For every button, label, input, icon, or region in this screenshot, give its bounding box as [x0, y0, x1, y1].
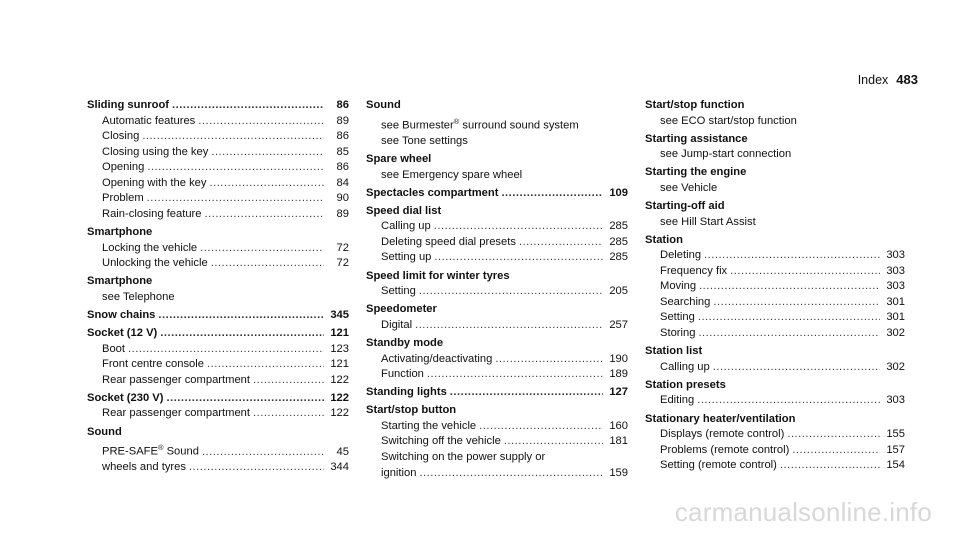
index-heading-text: Speedometer: [366, 303, 437, 316]
sub-entry: [366, 466, 628, 482]
dot-leader: [730, 264, 880, 280]
page-ref: 123: [330, 342, 349, 355]
see-reference: see Vehicle: [660, 181, 718, 194]
index-heading-text: Sound: [366, 99, 401, 111]
dot-leader: [450, 385, 603, 401]
dot-leader: [209, 176, 324, 192]
dot-leader: [787, 427, 880, 443]
sub-entry-text: Switching off the vehicle: [381, 435, 501, 448]
page-header: [858, 72, 918, 87]
page-ref: 303: [886, 280, 905, 293]
index-heading-text: Standing lights: [366, 386, 447, 399]
sub-entry: [645, 264, 905, 280]
page-ref: 190: [609, 352, 628, 365]
page-ref: 72: [336, 257, 349, 270]
page-ref: 84: [336, 176, 349, 189]
index-heading: [645, 165, 905, 181]
sub-entry-text: Editing: [660, 394, 695, 407]
sub-entry-text: Calling up: [381, 220, 431, 233]
sub-entry: [87, 191, 349, 207]
index-entry: [366, 186, 628, 202]
sub-entry-text: Locking the vehicle: [102, 241, 198, 254]
index-entry: [645, 344, 905, 375]
index-heading-text: Socket (230 V): [87, 391, 164, 404]
index-heading: [366, 385, 628, 401]
sub-entry-text: Function: [381, 368, 424, 381]
sub-entry: [87, 256, 349, 272]
page-ref: 303: [886, 394, 905, 407]
sub-entry: [87, 176, 349, 192]
dot-leader: [713, 295, 880, 311]
sub-entry: [645, 279, 905, 295]
page-ref: 285: [609, 220, 628, 233]
dot-leader: [434, 250, 603, 266]
index-heading: [366, 336, 628, 352]
sub-entry: [87, 357, 349, 373]
sub-entry: [645, 295, 905, 311]
dot-leader: [166, 391, 324, 407]
see-reference: see Jump-start connection: [660, 148, 792, 161]
sub-entry: [87, 406, 349, 422]
page-number: 483: [896, 72, 918, 87]
index-column-3: [645, 98, 905, 474]
index-heading-text: Stationary heater/ventilation: [645, 412, 796, 425]
dot-leader: [211, 256, 324, 272]
page-ref: 155: [886, 428, 905, 441]
page-ref: 257: [609, 318, 628, 331]
page-ref: 109: [609, 186, 628, 199]
sub-entry: [366, 284, 628, 300]
dot-leader: [479, 419, 603, 435]
dot-leader: [253, 373, 324, 389]
page-ref: 121: [330, 327, 349, 340]
dot-leader: [253, 406, 324, 422]
index-heading: [87, 98, 349, 114]
sub-entry: [645, 458, 905, 474]
page-ref: 89: [336, 114, 349, 127]
index-heading: [87, 425, 349, 441]
sub-entry: [366, 434, 628, 450]
sub-entry: [645, 310, 905, 326]
index-entry: [366, 336, 628, 383]
sub-entry: [645, 393, 905, 409]
page-ref: 345: [330, 308, 349, 321]
dot-leader: [198, 114, 324, 130]
index-entry: [645, 165, 905, 196]
sub-entry: [645, 427, 905, 443]
sub-entry: [87, 440, 349, 460]
dot-leader: [205, 207, 325, 223]
page-ref: 45: [336, 445, 349, 458]
sub-entry-text: Problem: [102, 192, 144, 205]
index-heading-text: Starting-off aid: [645, 200, 725, 213]
index-heading: [87, 274, 349, 290]
sub-entry-text: ignition: [381, 466, 417, 479]
index-entry: [645, 378, 905, 409]
index-heading: [87, 391, 349, 407]
dot-leader: [504, 434, 603, 450]
sub-entry-text: Rear passenger compartment: [102, 407, 250, 420]
page-ref: 159: [609, 466, 628, 479]
dot-leader: [704, 248, 880, 264]
sub-entry: [366, 352, 628, 368]
sub-entry-text: Displays (remote control): [660, 428, 785, 441]
page-ref: 86: [336, 161, 349, 174]
index-entry: [645, 412, 905, 474]
index-entry: [87, 274, 349, 305]
page-ref: 303: [886, 249, 905, 262]
page-ref: 122: [330, 391, 349, 404]
index-entry: [87, 326, 349, 388]
index-heading-text: Smartphone: [87, 275, 153, 288]
index-entry: [366, 403, 628, 481]
dot-leader: [697, 393, 880, 409]
page-ref: 90: [336, 192, 349, 205]
page-ref: 85: [336, 145, 349, 158]
sub-entry: [87, 373, 349, 389]
index-entry: [87, 391, 349, 422]
dot-leader: [698, 326, 880, 342]
index-entry: [366, 98, 628, 149]
index-heading-text: Spare wheel: [366, 152, 432, 165]
page-ref: 302: [886, 327, 905, 340]
sub-entry-text: Frequency fix: [660, 264, 728, 277]
index-heading-text: Starting assistance: [645, 132, 748, 145]
sub-entry: [366, 367, 628, 383]
index-heading: [366, 302, 628, 318]
index-heading-text: Sliding sunroof: [87, 99, 170, 111]
dot-leader: [713, 360, 880, 376]
see-reference: see Burmester® surround sound system: [381, 116, 579, 132]
index-heading-text: Snow chains: [87, 308, 156, 321]
sub-entry-text: Searching: [660, 295, 711, 308]
sub-entry: [366, 250, 628, 266]
sub-entry-text: Automatic features: [102, 114, 196, 127]
sub-entry-text: Boot: [102, 342, 126, 355]
index-column-2: [366, 98, 628, 481]
sub-entry-text: Closing: [102, 130, 140, 143]
sub-entry: [87, 460, 349, 476]
index-heading: [645, 132, 905, 148]
see-reference: see Tone settings: [381, 134, 468, 147]
index-heading: [645, 378, 905, 394]
sub-entry-text: Closing using the key: [102, 145, 209, 158]
sub-entry: [645, 443, 905, 459]
index-heading: [366, 204, 628, 220]
dot-leader: [419, 466, 603, 482]
page-ref: 86: [336, 130, 349, 143]
index-heading: [366, 403, 628, 419]
index-heading: [645, 233, 905, 249]
index-heading-text: Station presets: [645, 378, 726, 391]
dot-leader: [189, 460, 324, 476]
sub-entry: [366, 235, 628, 251]
page-ref: 302: [886, 360, 905, 373]
dot-leader: [172, 98, 324, 114]
see-reference: see Telephone: [102, 290, 175, 303]
sub-entry-text: Activating/deactivating: [381, 352, 493, 365]
dot-leader: [519, 235, 603, 251]
sub-entry: [366, 419, 628, 435]
page-ref: 72: [336, 241, 349, 254]
dot-leader: [200, 241, 324, 257]
index-heading-text: Spectacles compartment: [366, 186, 499, 199]
dot-leader: [142, 129, 324, 145]
index-heading-text: Socket (12 V): [87, 327, 158, 340]
dot-leader: [207, 357, 324, 373]
see-reference: see ECO start/stop function: [660, 114, 797, 127]
sub-entry-text: Starting the vehicle: [381, 419, 477, 432]
index-heading-text: Start/stop function: [645, 99, 745, 111]
sub-entry-text: Calling up: [660, 360, 710, 373]
dot-leader: [211, 145, 324, 161]
index-heading-text: Sound: [87, 425, 122, 438]
index-heading: [366, 269, 628, 285]
dot-leader: [495, 352, 603, 368]
sub-entry: [87, 342, 349, 358]
sub-entry-text: Problems (remote control): [660, 443, 790, 456]
sub-entry: [645, 248, 905, 264]
sub-entry-text: Setting up: [381, 251, 432, 264]
sub-entry-text: Rear passenger compartment: [102, 373, 250, 386]
page-ref: 154: [886, 459, 905, 472]
dot-leader: [427, 367, 603, 383]
see-reference: see Hill Start Assist: [660, 215, 756, 228]
sub-entry: [645, 360, 905, 376]
sub-entry: [87, 207, 349, 223]
dot-leader: [147, 160, 324, 176]
dot-leader: [699, 279, 880, 295]
sub-entry-text: Switching on the power supply or: [381, 450, 546, 463]
sub-entry-text: Opening: [102, 161, 145, 174]
sub-entry-text: Setting: [381, 285, 416, 298]
index-heading: [366, 186, 628, 202]
dot-leader: [158, 308, 324, 324]
index-heading: [87, 225, 349, 241]
page-ref: 122: [330, 407, 349, 420]
index-heading-text: Starting the engine: [645, 166, 747, 179]
index-entry: [645, 132, 905, 163]
sub-entry: [366, 219, 628, 235]
sub-entry-text: Deleting speed dial presets: [381, 235, 516, 248]
sub-entry-text: Setting: [660, 311, 695, 324]
index-entry: [645, 233, 905, 342]
see-reference: see Emergency spare wheel: [381, 168, 523, 181]
sub-entry-text: Deleting: [660, 249, 702, 262]
dot-leader: [434, 219, 603, 235]
sub-entry-text: Setting (remote control): [660, 459, 777, 472]
index-entry: [366, 269, 628, 300]
page-ref: 157: [886, 443, 905, 456]
index-heading-text: Standby mode: [366, 336, 444, 349]
index-column-1: [87, 98, 349, 476]
sub-entry-text: Opening with the key: [102, 176, 207, 189]
index-heading: [645, 199, 905, 215]
sub-entry-text: Digital: [381, 318, 413, 331]
sub-entry: [87, 114, 349, 130]
dot-leader: [415, 318, 603, 334]
index-entry: [366, 302, 628, 333]
sub-entry: [87, 145, 349, 161]
index-entry: [645, 98, 905, 129]
dot-leader: [128, 342, 324, 358]
index-entry: [366, 204, 628, 266]
sub-entry-text: Moving: [660, 280, 697, 293]
sub-entry: [366, 318, 628, 334]
index-entry: [645, 199, 905, 230]
index-heading: [645, 344, 905, 360]
sub-entry: [87, 129, 349, 145]
sub-entry: [87, 160, 349, 176]
page-ref: 160: [609, 419, 628, 432]
index-heading-text: Station: [645, 233, 683, 246]
sub-entry-text: Rain-closing feature: [102, 207, 202, 220]
page-ref: 301: [886, 311, 905, 324]
index-heading: [645, 98, 905, 114]
page-ref: 301: [886, 295, 905, 308]
page-ref: 89: [336, 207, 349, 220]
sub-entry-text: Storing: [660, 327, 696, 340]
sub-entry-text: PRE-SAFE® Sound: [102, 443, 199, 458]
index-heading: [366, 152, 628, 168]
index-heading: [645, 412, 905, 428]
index-entry: [366, 385, 628, 401]
sub-entry-text: Front centre console: [102, 358, 204, 371]
dot-leader: [202, 445, 324, 461]
dot-leader: [147, 191, 324, 207]
dot-leader: [698, 310, 880, 326]
dot-leader: [501, 186, 603, 202]
page-ref: 303: [886, 264, 905, 277]
page-ref: 189: [609, 368, 628, 381]
sub-entry: [87, 241, 349, 257]
page-ref: 205: [609, 285, 628, 298]
page-ref: 181: [609, 435, 628, 448]
index-entry: [87, 308, 349, 324]
index-entry: [87, 225, 349, 272]
sub-entry-text: Unlocking the vehicle: [102, 257, 208, 270]
page-ref: 86: [336, 99, 349, 111]
index-heading-text: Speed limit for winter tyres: [366, 269, 510, 282]
dot-leader: [780, 458, 880, 474]
sub-entry-text: wheels and tyres: [102, 461, 186, 474]
sub-entry: [645, 326, 905, 342]
index-entry: [366, 152, 628, 183]
index-heading: [87, 308, 349, 324]
page-ref: 285: [609, 235, 628, 248]
watermark: carmanualsonline.info: [674, 497, 932, 527]
index-heading: [87, 326, 349, 342]
index-heading: [366, 98, 628, 114]
page-ref: 121: [330, 358, 349, 371]
index-entry: [87, 98, 349, 222]
page-ref: 344: [330, 461, 349, 474]
index-heading-text: Speed dial list: [366, 204, 442, 217]
section-label: Index: [857, 73, 889, 87]
index-heading-text: Start/stop button: [366, 404, 457, 417]
index-entry: [87, 425, 349, 476]
page-ref: 122: [330, 373, 349, 386]
index-heading-text: Smartphone: [87, 225, 153, 238]
dot-leader: [160, 326, 324, 342]
dot-leader: [792, 443, 880, 459]
page-ref: 285: [609, 251, 628, 264]
page-ref: 127: [609, 386, 628, 399]
index-heading-text: Station list: [645, 345, 703, 358]
dot-leader: [419, 284, 603, 300]
